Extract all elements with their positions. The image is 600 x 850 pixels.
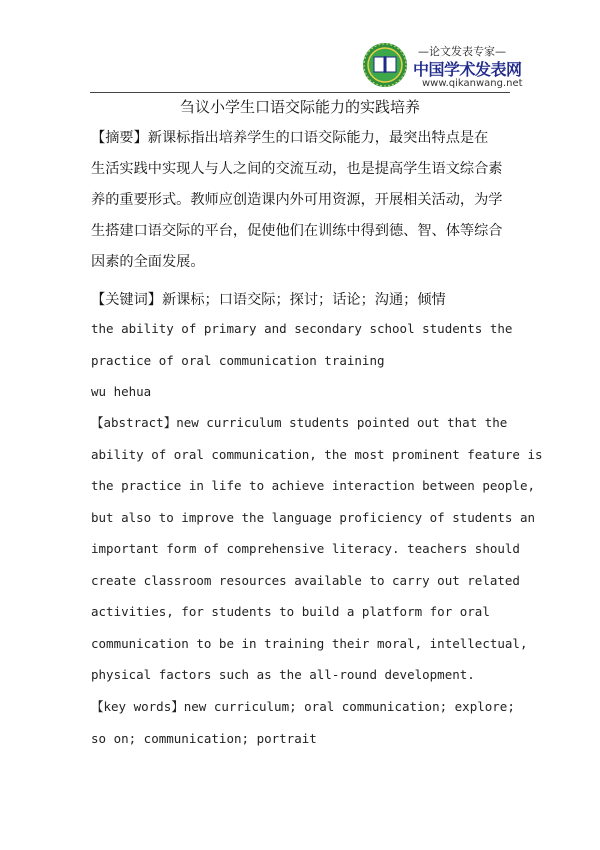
keywords-en	[91, 691, 515, 754]
seal-logo-icon	[362, 42, 408, 88]
abstract-en-line: 【abstract】new curriculum students pointed out that the	[91, 415, 508, 430]
author-en: wu hehua	[91, 384, 152, 399]
keywords-en-line: so on; communication; portrait	[91, 730, 317, 746]
abstract-en-line: create classroom resources available to carry out related	[91, 572, 520, 588]
abstract-en-line: but also to improve the language proficiency of students an	[91, 509, 536, 525]
abstract-en-line: the practice in life to achieve interaction between people,	[91, 478, 536, 493]
abstract-en	[91, 407, 543, 691]
abstract-cn	[91, 124, 502, 276]
abstract-en-line: physical factors such as the all-round development.	[91, 667, 475, 682]
abstract-cn-line: 生活实践中实现人与人之间的交流互动，也是提高学生语文综合素	[91, 161, 503, 177]
title-en-line: the ability of primary and secondary school students the	[91, 321, 513, 336]
abstract-cn-line: 养的重要形式。教师应创造课内外可用资源，开展相关活动，为学	[91, 192, 503, 208]
logo-slogan: —论文发表专家—	[418, 45, 506, 58]
abstract-cn-line: 生搭建口语交际的平台，促使他们在训练中得到德、智、体等综合	[91, 223, 503, 239]
abstract-cn-line: 因素的全面发展。	[91, 254, 205, 270]
keywords-en-line: 【key words】new curriculum; oral communication; explore;	[91, 699, 515, 714]
abstract-en-line: important form of comprehensive literacy. teachers should	[91, 541, 520, 556]
logo-url: www.qikanwang.net	[422, 78, 523, 89]
title-en	[91, 313, 512, 376]
header-logo	[362, 42, 523, 92]
page-title: 刍议小学生口语交际能力的实践培养	[179, 98, 420, 116]
abstract-en-line: ability of oral communication, the most prominent feature is	[91, 446, 543, 462]
abstract-cn-line: 【摘要】新课标指出培养学生的口语交际能力，最突出特点是在	[91, 130, 489, 146]
abstract-en-line: communication to be in training their moral, intellectual,	[91, 635, 528, 651]
logo-site-name: 中国学术发表网	[413, 60, 522, 79]
abstract-en-line: activities, for students to build a platform for oral	[91, 604, 490, 619]
keywords-cn: 【关键词】新课标；口语交际；探讨；话论；沟通；倾情	[91, 292, 446, 308]
title-en-line: practice of oral communication training	[91, 352, 385, 368]
header-divider	[90, 92, 510, 93]
